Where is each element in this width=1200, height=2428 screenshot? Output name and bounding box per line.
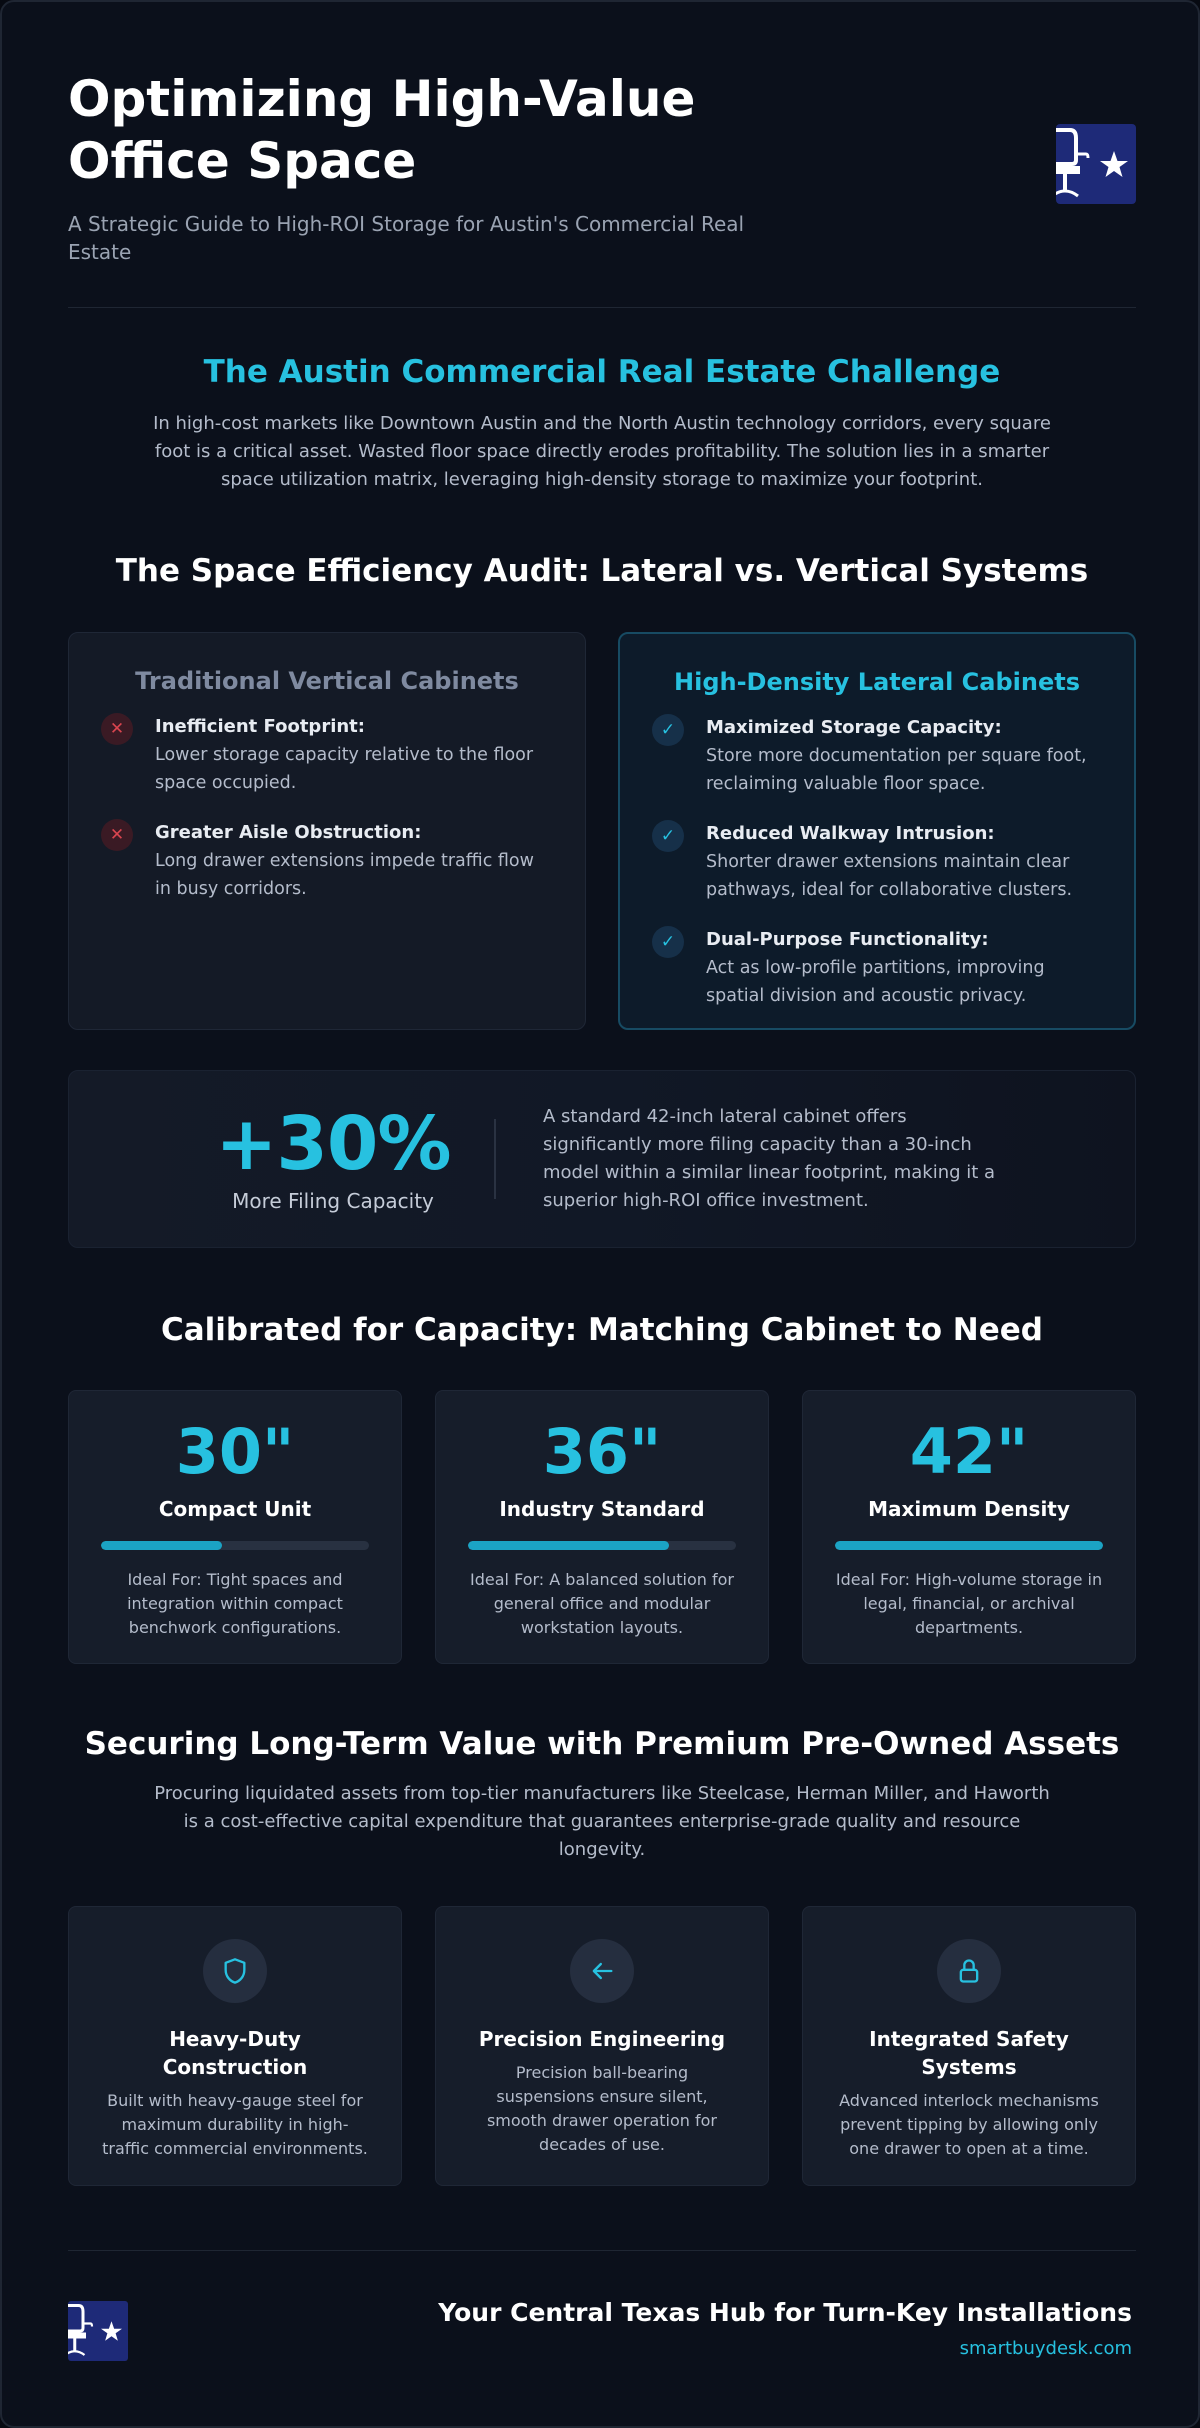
- lateral-cabinets-title: High-Density Lateral Cabinets: [674, 668, 1080, 696]
- size-card-36: [435, 1390, 769, 1664]
- stat-label: More Filing Capacity: [232, 1189, 434, 1213]
- capacity-bar: [835, 1541, 1103, 1550]
- list-item-heading: Dual-Purpose Functionality:: [706, 929, 989, 950]
- check-icon: ✓: [652, 714, 684, 746]
- stat-description: A standard 42-inch lateral cabinet offers significantly more filing capacity than a 30-inch model within a similar linear footprint, making it a superior high-ROI office investment.: [543, 1106, 996, 1211]
- list-item: [652, 926, 1102, 1010]
- list-item-heading: Maximized Storage Capacity:: [706, 717, 1002, 738]
- stat-divider: [494, 1119, 496, 1199]
- chair-star-logo-icon: [1056, 124, 1136, 204]
- list-item: [652, 714, 1102, 798]
- vertical-cabinets-title: Traditional Vertical Cabinets: [135, 667, 519, 695]
- capacity-bar: [101, 1541, 369, 1550]
- assets-section: [68, 1726, 1136, 1864]
- footer-divider: [68, 2250, 1136, 2251]
- x-icon: ✕: [101, 819, 133, 851]
- page-title: Optimizing High-Value Office Space: [68, 70, 696, 190]
- feature-description: Advanced interlock mechanisms prevent tipping by allowing only one drawer to open at a time.: [839, 2091, 1099, 2158]
- size-value: 42": [909, 1415, 1029, 1488]
- size-description: Ideal For: A balanced solution for general office and modular workstation layouts.: [470, 1570, 734, 1637]
- list-item-heading: Reduced Walkway Intrusion:: [706, 823, 995, 844]
- list-item-description: Act as low-profile partitions, improving spatial division and acoustic privacy.: [706, 958, 1045, 1006]
- header: [68, 68, 1136, 308]
- list-item: [652, 820, 1102, 904]
- feature-description: Precision ball-bearing suspensions ensure silent, smooth drawer operation for decades of use.: [486, 2063, 718, 2154]
- size-description: Ideal For: Tight spaces and integration within compact benchwork configurations.: [127, 1570, 343, 1637]
- list-item-description: Store more documentation per square foot, reclaiming valuable floor space.: [706, 746, 1087, 794]
- page-subtitle: A Strategic Guide to High-ROI Storage for Austin's Commercial Real Estate: [68, 212, 745, 264]
- check-icon: ✓: [652, 926, 684, 958]
- sizes-section-header: [68, 1312, 1136, 1348]
- footer-tagline: Your Central Texas Hub for Turn-Key Installations: [438, 2298, 1132, 2327]
- audit-heading: The Space Efficiency Audit: Lateral vs. Vertical Systems: [115, 553, 1089, 589]
- website-link[interactable]: smartbuydesk.com: [959, 2338, 1132, 2359]
- stat-value: +30%: [215, 1101, 451, 1187]
- size-name: Maximum Density: [868, 1497, 1070, 1521]
- feature-title: Integrated Safety Systems: [869, 2027, 1069, 2079]
- list-item: [101, 713, 553, 797]
- challenge-body: In high-cost markets like Downtown Austin and the North Austin technology corridors, every square foot is a critical asset. Wasted floor space directly erodes profitability. The solution lies in a smarter space utilization matrix, leveraging high-density storage to maximize your footprint.: [153, 413, 1051, 490]
- capacity-bar: [468, 1541, 736, 1550]
- size-value: 36": [542, 1415, 662, 1488]
- assets-heading: Securing Long-Term Value with Premium Pre-Owned Assets: [84, 1726, 1120, 1762]
- sizes-heading: Calibrated for Capacity: Matching Cabinet to Need: [160, 1312, 1043, 1348]
- challenge-section: [68, 354, 1136, 494]
- check-icon: ✓: [652, 820, 684, 852]
- capacity-bar-fill: [101, 1541, 222, 1550]
- feature-title: Heavy-Duty Construction: [162, 2027, 308, 2079]
- lock-icon: [937, 1939, 1001, 2003]
- audit-section-header: [68, 553, 1136, 589]
- list-item-description: Lower storage capacity relative to the floor space occupied.: [155, 745, 534, 793]
- list-item-heading: Greater Aisle Obstruction:: [155, 822, 422, 843]
- size-name: Industry Standard: [499, 1497, 705, 1521]
- vertical-cabinets-card: [68, 632, 586, 1030]
- size-name: Compact Unit: [158, 1497, 312, 1521]
- size-card-30: [68, 1390, 402, 1664]
- list-item: [101, 819, 553, 903]
- capacity-stat-banner: [68, 1070, 1136, 1248]
- footer-logo-icon: [68, 2301, 128, 2361]
- challenge-heading: The Austin Commercial Real Estate Challenge: [203, 354, 1001, 390]
- list-item-description: Shorter drawer extensions maintain clear pathways, ideal for collaborative clusters.: [706, 852, 1073, 900]
- shield-icon: [203, 1939, 267, 2003]
- size-value: 30": [175, 1415, 295, 1488]
- feature-card-construction: [68, 1906, 402, 2186]
- list-item-heading: Inefficient Footprint:: [155, 716, 365, 737]
- x-icon: ✕: [101, 713, 133, 745]
- capacity-bar-fill: [468, 1541, 669, 1550]
- feature-card-safety: [802, 1906, 1136, 2186]
- capacity-bar-fill: [835, 1541, 1103, 1550]
- feature-card-engineering: [435, 1906, 769, 2186]
- size-card-42: [802, 1390, 1136, 1664]
- assets-body: Procuring liquidated assets from top-tier manufacturers like Steelcase, Herman Miller, and Haworth is a cost-effective capital expenditure that guarantees enterprise-grade quality and resource longevity.: [154, 1783, 1050, 1860]
- lateral-cabinets-card: [618, 632, 1136, 1030]
- arrow-left-icon: [570, 1939, 634, 2003]
- list-item-description: Long drawer extensions impede traffic flow in busy corridors.: [155, 851, 534, 899]
- size-description: Ideal For: High-volume storage in legal, financial, or archival departments.: [835, 1570, 1103, 1637]
- header-divider: [68, 307, 1136, 308]
- feature-description: Built with heavy-gauge steel for maximum durability in high-traffic commercial environments.: [102, 2091, 368, 2158]
- feature-title: Precision Engineering: [478, 2027, 726, 2051]
